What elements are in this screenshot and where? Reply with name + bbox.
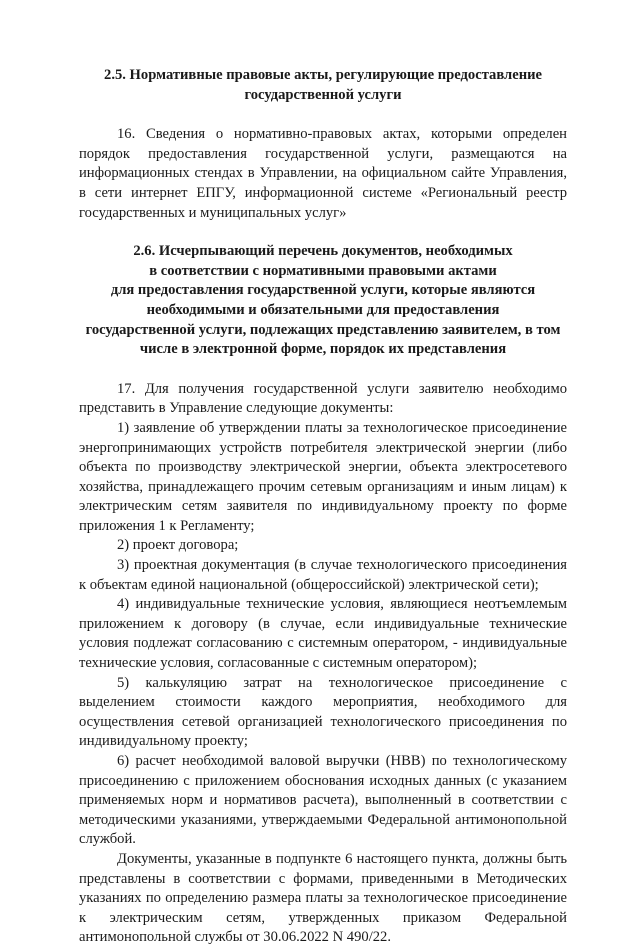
section-2-5-heading (79, 66, 567, 105)
heading-line: государственной услуги, подлежащих представлению заявителем, в том (85, 321, 561, 338)
section-2-6-heading (79, 242, 567, 360)
list-item: 2) проект договора; (117, 537, 239, 554)
heading-line: в соответствии с нормативными правовыми актами (149, 262, 497, 279)
list-item: 1) заявление об утверждении платы за технологическое присоединение энергопринимающих устройств потребителя электрической энергии (либо объекта по производству электрической энергии, объекта электросетевого хозяйства, принадлежащего прочим сетевым организациям и иным лицам) к электрическим сетям заявителя по индивидуальному проекту по форме приложения 1 к Регламенту; (79, 419, 567, 534)
heading-line: числе в электронной форме, порядок их представления (139, 341, 507, 358)
closing-paragraph: Документы, указанные в подпункте 6 настоящего пункта, должны быть представлены в соответствии с формами, приведенными в Методических указаниях по определению размера платы за технологическое присоединение к электрическим сетям, утвержденных приказом Федеральной антимонопольной службы от 30.06.2022 N 490/22. (79, 850, 567, 946)
heading-line: 2.5. Нормативные правовые акты, регулирующие предоставление (104, 67, 542, 83)
list-item: 4) индивидуальные технические условия, являющиеся неотъемлемым приложением к договору (в случае, если индивидуальные технические условия подлежат согласованию с системным оператором, - индивидуальные технические условия, согласованные с системным оператором); (79, 596, 567, 672)
list-item: 5) калькуляцию затрат на технологическое присоединение с выделением стоимости каждого мероприятия, необходимого для осуществления сетевой организацией технологического присоединения по индивидуальному проекту; (79, 674, 567, 750)
list-item: 3) проектная документация (в случае технологического присоединения к объектам единой национальной (общероссийской) электрической сети); (79, 557, 567, 593)
heading-line: 2.6. Исчерпывающий перечень документов, необходимых (133, 243, 513, 260)
document-page (79, 66, 567, 948)
heading-line: необходимыми и обязательными для предоставления (146, 301, 500, 318)
paragraph-17: 17. Для получения государственной услуги заявителю необходимо представить в Управление следующие документы: (79, 380, 567, 417)
heading-line: государственной услуги (244, 86, 402, 103)
list-item: 6) расчет необходимой валовой выручки (НВВ) по технологическому присоединению с приложением обоснования исходных данных (с указанием применяемых норм и нормативов расчета), выполненный в соответствии с методическими указаниями, утверждаемыми Федеральной антимонопольной службой. (79, 753, 567, 848)
heading-line: для предоставления государственной услуги, которые являются (110, 282, 536, 299)
paragraph-16: 16. Сведения о нормативно-правовых актах, которыми определен порядок предоставления государственной услуги, размещаются на информационных стендах в Управлении, на официальном сайте Управления, в сети интернет ЕПГУ, информационной системе «Региональный реестр государственных и муниципальных услуг» (79, 126, 567, 221)
